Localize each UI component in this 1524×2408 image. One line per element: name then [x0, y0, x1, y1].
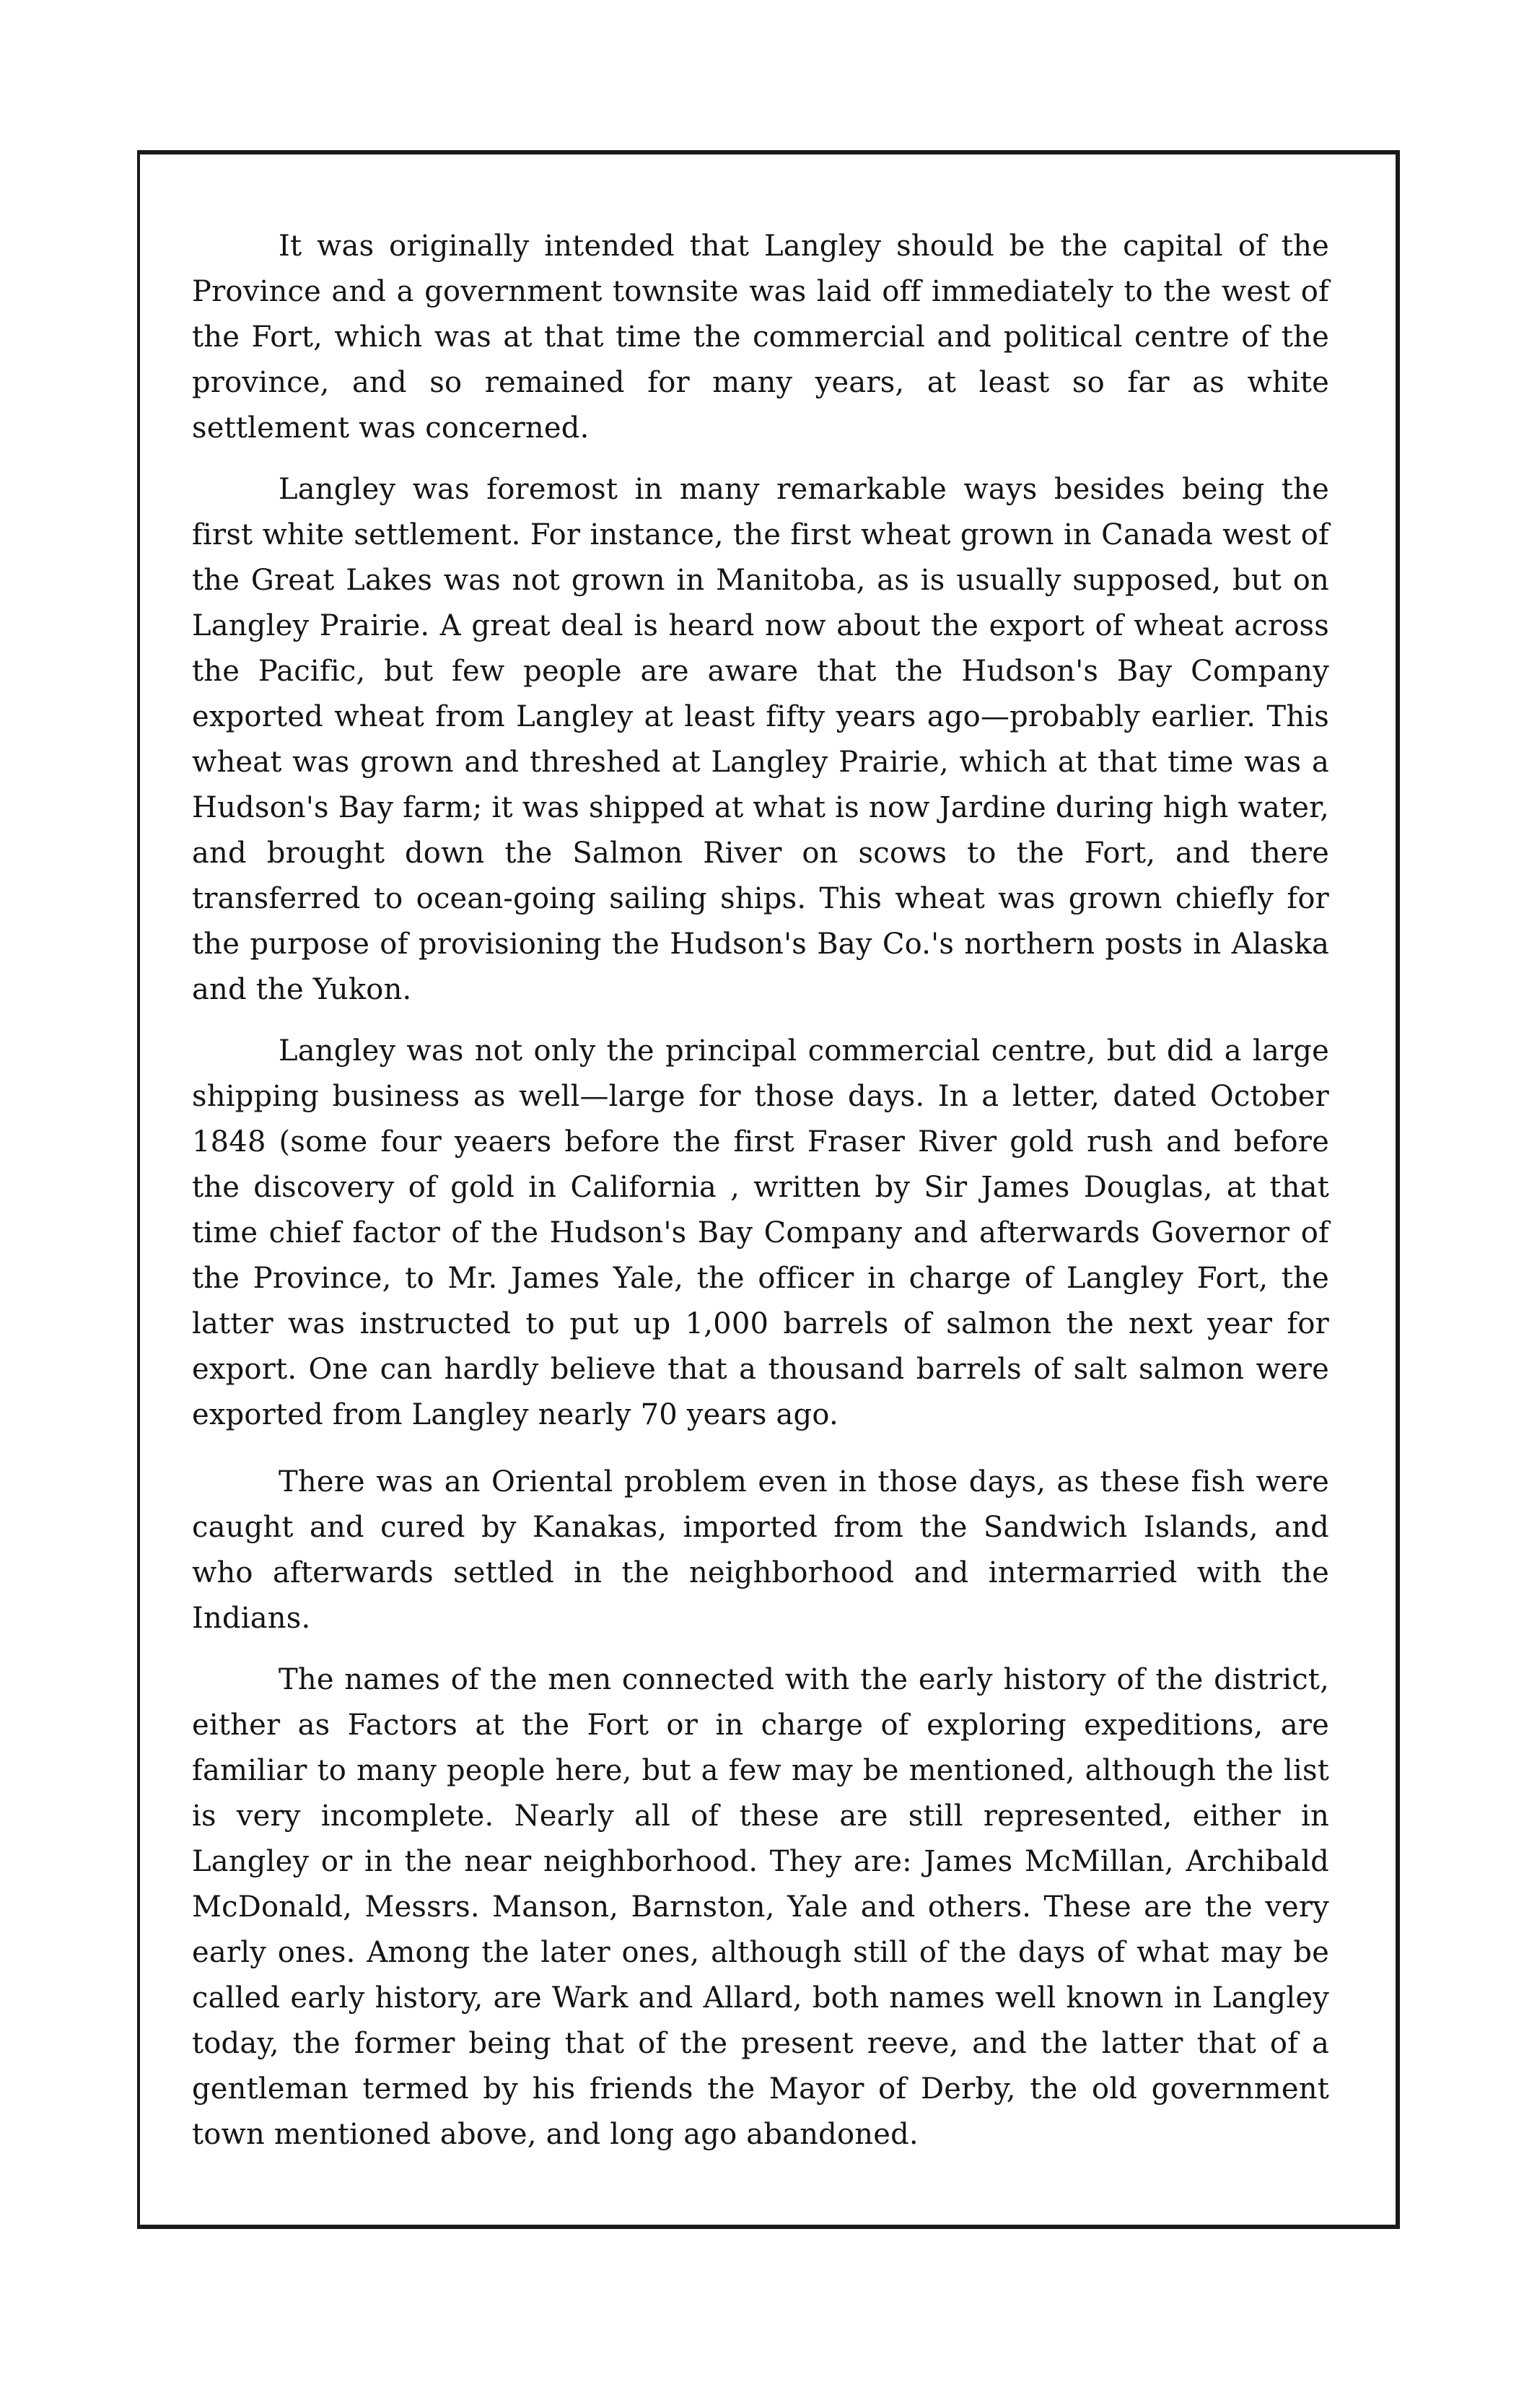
- paragraph-early-names: The names of the men connected with the early history of the district, either as Factors at the Fort or in charge of exploring expeditions, are familiar to many people here, but a few may be mentioned, although the list is very incomplete. Nearly all of these are still represented, either in Langley or in the near neighborhood. They are: James McMillan, Archibald McDonald, Messrs. Manson, Barnston, Yale and others. These are the very early ones. Among the later ones, although still of the days of what may be called early history, are Wark and Allard, both names well known in Langley today, the former being that of the present reeve, and the latter that of a gentleman termed by his friends the Mayor of Derby, the old government town mentioned above, and long ago abandoned.: [192, 1663, 1329, 2151]
- body-text: [192, 224, 1329, 2179]
- paragraph-salmon-shipping: Langley was not only the principal commercial centre, but did a large shipping business as well—large for those days. In a letter, dated October 1848 (some four yeaers before the first Fraser River gold rush and before the discovery of gold in California , written by Sir James Douglas, at that time chief factor of the Hudson's Bay Company and afterwards Governor of the Province, to Mr. James Yale, the officer in charge of Langley Fort, the latter was instructed to put up 1,000 barrels of salmon the next year for export. One can hardly believe that a thousand barrels of salt salmon were exported from Langley nearly 70 years ago.: [192, 1034, 1329, 1431]
- paragraph-oriental-problem: There was an Oriental problem even in those days, as these fish were caught and cured by Kanakas, imported from the Sandwich Islands, and who afterwards settled in the neighborhood and intermarried with the Indians.: [192, 1465, 1329, 1635]
- page-border-frame: [137, 150, 1400, 2229]
- paragraph-capital-townsite: It was originally intended that Langley should be the capital of the Province and a government townsite was laid off immediately to the west of the Fort, which was at that time the commercial and political centre of the province, and so remained for many years, at least so far as white settlement was concerned.: [192, 230, 1329, 445]
- paragraph-first-wheat: Langley was foremost in many remarkable ways besides being the first white settlement. For instance, the first wheat grown in Canada west of the Great Lakes was not grown in Manitoba, as is usually supposed, but on Langley Prairie. A great deal is heard now about the export of wheat across the Pacific, but few people are aware that the Hudson's Bay Company exported wheat from Langley at least fifty years ago—probably earlier. This wheat was grown and threshed at Langley Prairie, which at that time was a Hudson's Bay farm; it was shipped at what is now Jardine during high water, and brought down the Salmon River on scows to the Fort, and there transferred to ocean-going sailing ships. This wheat was grown chiefly for the purpose of provisioning the Hudson's Bay Co.'s northern posts in Alaska and the Yukon.: [192, 473, 1329, 1006]
